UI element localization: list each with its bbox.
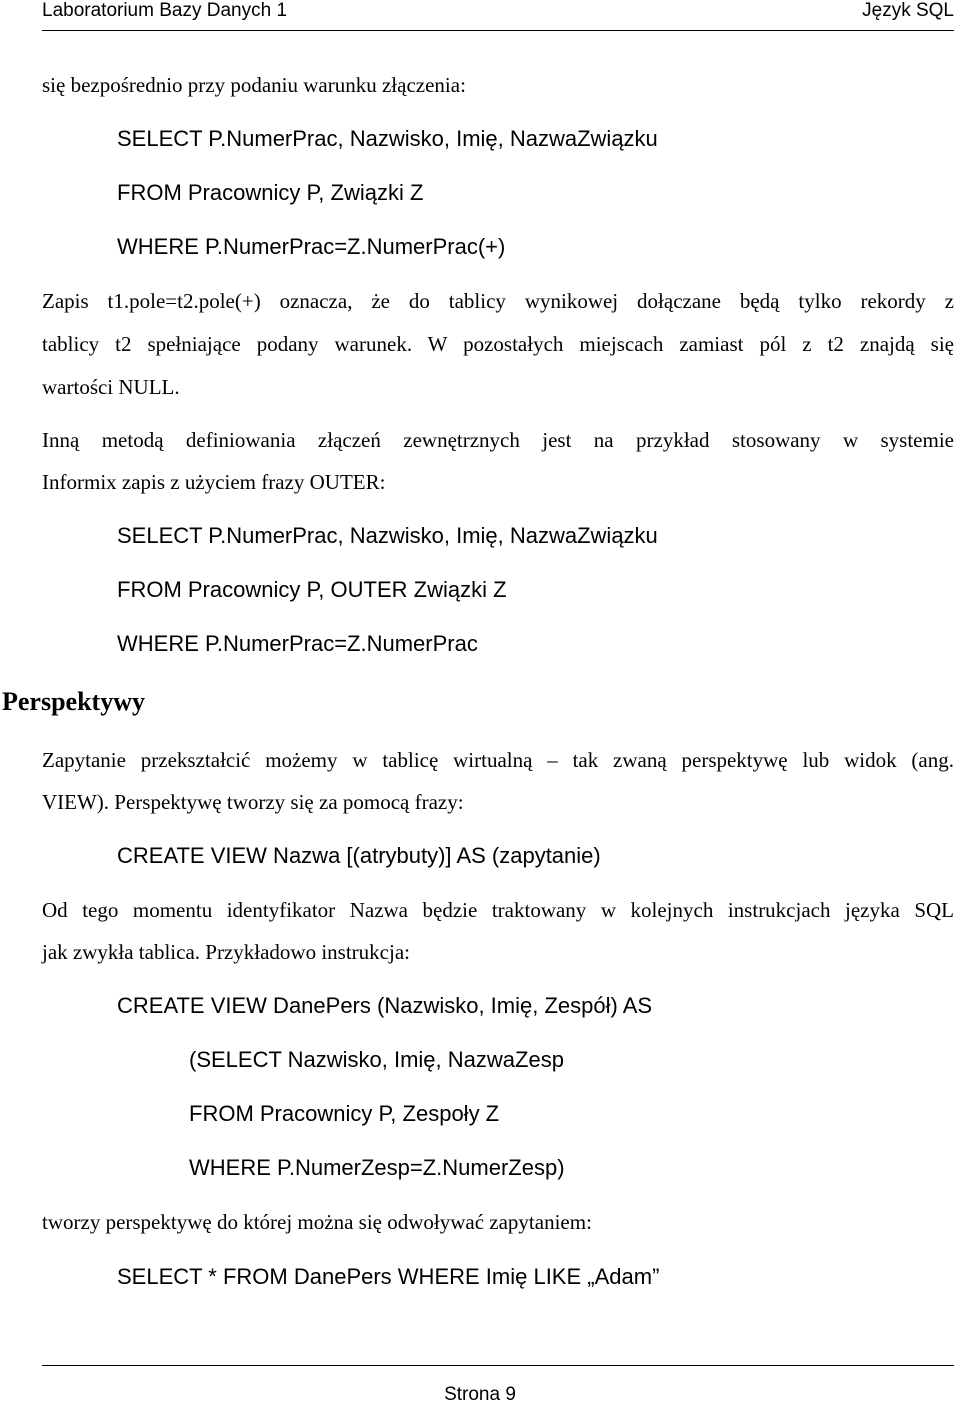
header-rule — [42, 30, 954, 31]
intro-text: się bezpośrednio przy podaniu warunku złączenia: — [42, 73, 466, 97]
code3-line: CREATE VIEW Nazwa [(atrybuty)] AS (zapytanie) — [117, 843, 601, 868]
code4-line-2: (SELECT Nazwisko, Imię, NazwaZesp — [189, 1047, 564, 1072]
od-line-2: jak zwykła tablica. Przykładowo instrukcja: — [42, 940, 410, 964]
code4-line-1: CREATE VIEW DanePers (Nazwisko, Imię, Zespół) AS — [117, 993, 653, 1018]
code2-line-3: WHERE P.NumerPrac=Z.NumerPrac — [117, 631, 478, 656]
code1-line-2: FROM Pracownicy P, Związki Z — [117, 180, 424, 205]
tworzy-text: tworzy perspektywę do której można się odwoływać zapytaniem: — [42, 1210, 592, 1234]
zapis-line-1: Zapis t1.pole=t2.pole(+) oznacza, że do tablicy wynikowej dołączane będą tylko rekordy z — [42, 289, 954, 313]
code5-line: SELECT * FROM DanePers WHERE Imię LIKE „Adam” — [117, 1264, 660, 1289]
zapis-line-3: wartości NULL. — [42, 375, 180, 399]
code2-line-2: FROM Pracownicy P, OUTER Związki Z — [117, 577, 507, 602]
header-subject: Język SQL — [862, 0, 954, 21]
code4-line-4: WHERE P.NumerZesp=Z.NumerZesp) — [189, 1155, 565, 1180]
footer-rule — [42, 1365, 954, 1366]
code1-line-3: WHERE P.NumerPrac=Z.NumerPrac(+) — [117, 234, 506, 259]
zapis-line-2: tablicy t2 spełniające podany warunek. W pozostałych miejscach zamiast pól z t2 znajdą się — [42, 332, 954, 356]
page-number: Strona 9 — [444, 1384, 516, 1405]
inna-line-1: Inną metodą definiowania złączeń zewnętrznych jest na przykład stosowany w systemie — [42, 428, 954, 452]
od-line-1: Od tego momentu identyfikator Nazwa będzie traktowany w kolejnych instrukcjach języka SQL — [42, 898, 954, 922]
code4-line-3: FROM Pracownicy P, Zespoły Z — [189, 1101, 500, 1126]
inna-line-2: Informix zapis z użyciem frazy OUTER: — [42, 470, 386, 494]
zapytanie-line-1: Zapytanie przekształcić możemy w tablicę wirtualną – tak zwaną perspektywę lub widok (ang. — [42, 748, 954, 772]
code2-line-1: SELECT P.NumerPrac, Nazwisko, Imię, NazwaZwiązku — [117, 523, 658, 548]
section-heading: Perspektywy — [2, 687, 145, 716]
code1-line-1: SELECT P.NumerPrac, Nazwisko, Imię, NazwaZwiązku — [117, 126, 658, 151]
header-title: Laboratorium Bazy Danych 1 — [42, 0, 288, 21]
zapytanie-line-2: VIEW). Perspektywę tworzy się za pomocą frazy: — [42, 790, 464, 814]
